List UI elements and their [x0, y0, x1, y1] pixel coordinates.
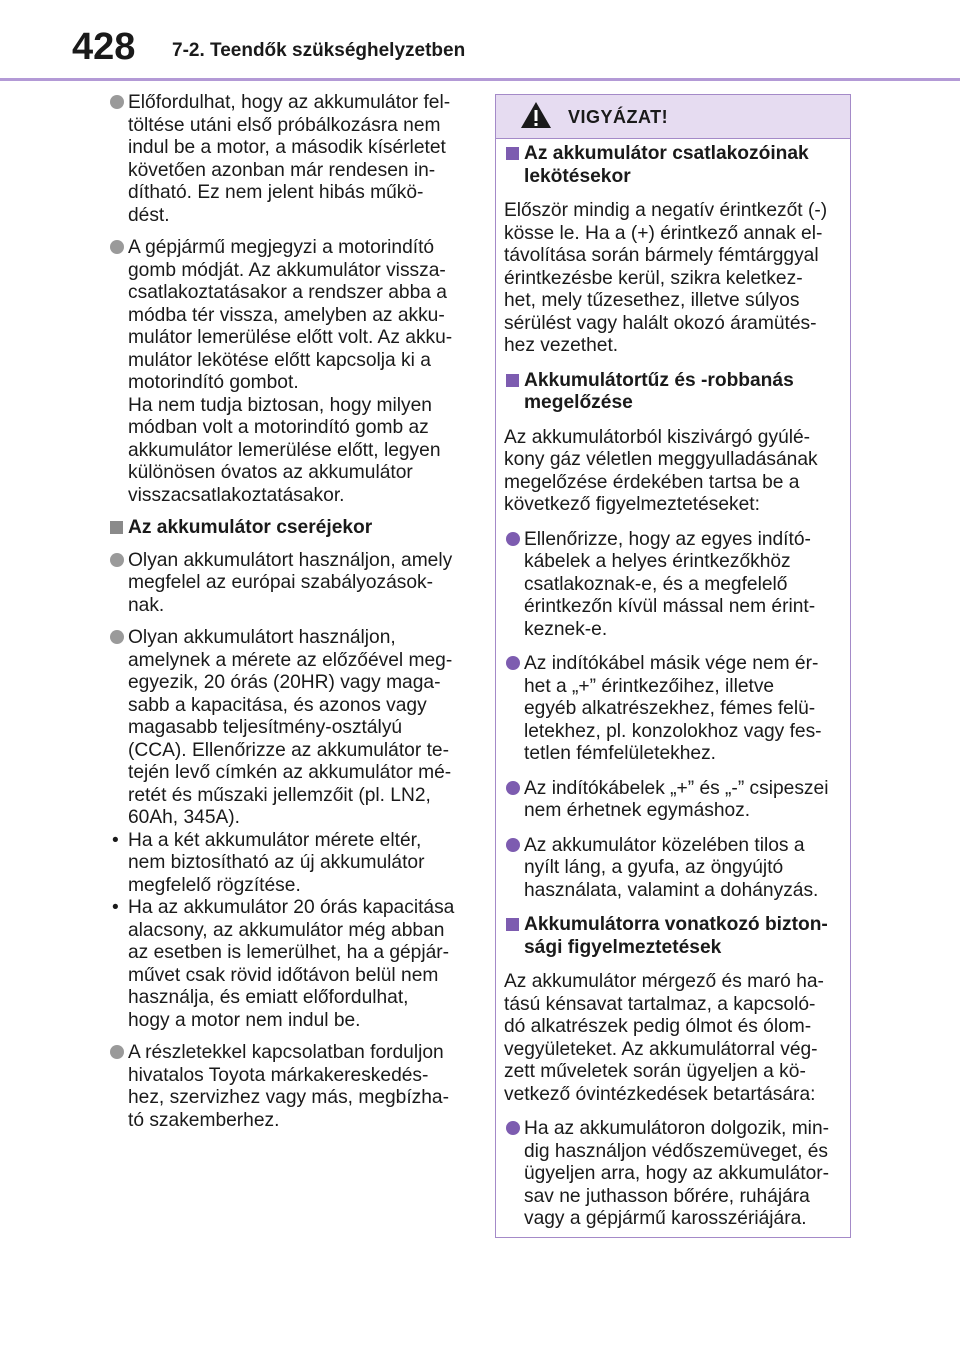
text-line: Olyan akkumulátort használjon, amely — [128, 549, 453, 571]
text-line: Az akkumulátor csatlakozóinak — [524, 143, 809, 164]
text-line: dést. — [128, 204, 170, 226]
sub-bullet: • — [112, 829, 119, 851]
warning-header — [496, 95, 850, 139]
text-line: módba tér vissza, amelyben az akku- — [128, 304, 445, 326]
list-item — [108, 237, 468, 507]
text-line: érintkezésbe kerül, szikra keletkez- — [504, 267, 803, 289]
text-line: sabb a kapacitása, és azonos vagy — [128, 694, 427, 716]
page-header — [0, 0, 960, 80]
text-line: het a „+” érintkezőihez, illetve — [524, 675, 775, 697]
text-line: Az indítókábel másik vége nem ér- — [524, 653, 819, 674]
text-line: kösse le. Ha a (+) érintkező annak el- — [504, 222, 823, 244]
bullet-circle-icon — [110, 240, 124, 254]
text-line: Előfordulhat, hogy az akkumulátor fel- — [128, 92, 451, 113]
text-line: dig használjon védőszemüveget, és — [524, 1140, 828, 1162]
text-line: hez, szervizhez vagy más, megbízha- — [128, 1087, 449, 1108]
text-line: egyezik, 20 órás (20HR) vagy maga- — [128, 672, 441, 693]
text-line: nak. — [128, 594, 165, 616]
text-line: Akkumulátorra vonatkozó bizton- — [524, 914, 828, 935]
text-line: nem biztosítható az új akkumulátor — [128, 852, 425, 873]
bullet-circle-icon — [506, 532, 520, 546]
text-line: amelynek a mérete az előzőével meg- — [128, 649, 453, 671]
text-line: megelőzése érdekében tartsa be a — [504, 471, 800, 493]
warning-heading — [504, 370, 840, 415]
text-line: kábelek a helyes érintkezőkhöz — [524, 551, 791, 572]
bullet-square-icon — [506, 147, 519, 160]
bullet-circle-icon — [506, 781, 520, 795]
text-line: ügyeljen arra, hogy az akkumulátor- — [524, 1163, 830, 1184]
bullet-circle-icon — [110, 1045, 124, 1059]
text-line: Ha nem tudja biztosan, hogy milyen — [128, 394, 432, 416]
text-line: Akkumulátortűz és -robbanás — [524, 369, 794, 391]
text-line: het, mely tűzesethez, illetve súlyos — [504, 290, 800, 311]
bullet-circle-icon — [110, 95, 124, 109]
text-line: sav ne juthasson bőrére, ruhájára — [524, 1185, 810, 1207]
text-line: Az akkumulátorból kiszivárgó gyúlé- — [504, 426, 811, 448]
list-item — [504, 529, 840, 642]
text-line: tású kénsavat tartalmaz, a kapcsoló- — [504, 993, 816, 1015]
bullet-circle-icon — [110, 553, 124, 567]
bullet-square-icon — [506, 918, 519, 931]
text-line: magasabb teljesítmény-osztályú — [128, 717, 403, 738]
text-line: érintkezőn kívül mással nem érint- — [524, 596, 816, 617]
text-line: hez vezethet. — [504, 335, 619, 356]
paragraph — [504, 427, 840, 517]
bullet-circle-icon — [110, 630, 124, 644]
section-title: 7-2. Teendők szükséghelyzetben — [172, 40, 466, 61]
sub-list-item — [108, 897, 468, 1032]
heading-text: Az akkumulátor cseréjekor — [128, 517, 373, 538]
text-line: csatlakoznak-e, és a megfelelő — [524, 573, 788, 595]
text-line: egyéb alkatrészekhez, fémes felü- — [524, 698, 816, 719]
warning-title: VIGYÁZAT! — [568, 107, 669, 127]
text-line: megelőzése — [524, 392, 633, 413]
bullet-square-icon — [110, 521, 123, 534]
text-line: csatlakoztatásakor a rendszer abba a — [128, 282, 447, 303]
text-line: motorindító gombot. — [128, 372, 299, 393]
text-line: kony gáz véletlen meggyulladásának — [504, 449, 818, 470]
text-line: akkumulátor lemerülése előtt, legyen — [128, 439, 441, 461]
text-line: Az akkumulátor közelében tilos a — [524, 834, 805, 856]
warning-heading — [504, 914, 840, 959]
text-line: távolítása során bármely fémtárggyal — [504, 245, 819, 266]
text-line: Olyan akkumulátort használjon, — [128, 627, 396, 648]
warning-triangle-icon — [520, 101, 552, 129]
list-item — [108, 627, 468, 1032]
text-line: Az indítókábelek „+” és „-” csipeszei — [524, 777, 829, 799]
text-line: következő figyelmeztetéseket: — [504, 494, 760, 515]
text-line: tó szakemberhez. — [128, 1109, 280, 1131]
text-line: alacsony, az akkumulátor még abban — [128, 919, 445, 941]
text-line: használja, és emiatt előfordulhat, — [128, 987, 409, 1008]
text-line: művet csak rövid időtávon belül nem — [128, 964, 439, 986]
text-line: különösen óvatos az akkumulátor — [128, 462, 413, 483]
list-item — [108, 1042, 468, 1132]
text-line: 60Ah, 345A). — [128, 807, 241, 828]
text-line: zett műveletek során ügyeljen a kö- — [504, 1061, 806, 1082]
text-line: hogy a motor nem indul be. — [128, 1009, 361, 1031]
text-line: (CCA). Ellenőrizze az akkumulátor te- — [128, 739, 449, 761]
text-line: hivatalos Toyota márkakereskedés- — [128, 1064, 429, 1086]
warning-heading — [504, 143, 840, 188]
bullet-circle-icon — [506, 838, 520, 852]
text-line: megfelel az európai szabályozások- — [128, 572, 434, 593]
warning-body — [504, 143, 840, 1243]
text-line: dó alkatrészek pedig ólmot és ólom- — [504, 1016, 812, 1037]
text-line: gomb módját. Az akkumulátor vissza- — [128, 259, 446, 281]
text-line: az esetben is lemerülhet, ha a gépjár- — [128, 942, 450, 963]
text-line: tején levő címkén az akkumulátor mé- — [128, 762, 452, 783]
text-line: használata, valamint a dohányzás. — [524, 879, 819, 901]
text-line: letekhez, pl. konzolokhoz vagy fes- — [524, 720, 822, 742]
sub-list-item — [108, 830, 468, 898]
list-item — [504, 1118, 840, 1231]
text-line: nem érhetnek egymáshoz. — [524, 800, 751, 821]
bullet-circle-icon — [506, 1121, 520, 1135]
list-item — [504, 778, 840, 823]
list-item — [108, 550, 468, 618]
bullet-square-icon — [506, 374, 519, 387]
left-column — [108, 92, 468, 1142]
paragraph — [504, 971, 840, 1106]
text-line: mulátor lemerülése előtt volt. Az akku- — [128, 327, 453, 348]
text-line: Ha az akkumulátor 20 órás kapacitása — [128, 897, 455, 918]
text-line: Ha a két akkumulátor mérete eltér, — [128, 829, 422, 851]
text-line: retét és műszaki jellemzőit (pl. LN2, — [128, 784, 431, 806]
text-line: visszacsatlakoztatásakor. — [128, 484, 345, 506]
text-line: töltése utáni első próbálkozásra nem — [128, 114, 441, 136]
text-line: lekötésekor — [524, 165, 631, 187]
list-item — [504, 835, 840, 903]
text-line: sági figyelmeztetések — [524, 936, 722, 958]
text-line: sérülést vagy halált okozó áramütés- — [504, 312, 817, 334]
text-line: Ha az akkumulátoron dolgozik, min- — [524, 1118, 830, 1139]
text-line: indul be a motor, a második kísérletet — [128, 137, 446, 158]
text-line: Az akkumulátor mérgező és maró ha- — [504, 971, 824, 992]
paragraph — [504, 200, 840, 358]
text-line: mulátor lekötése előtt kapcsolja ki a — [128, 349, 431, 371]
text-line: követően azonban már rendesen in- — [128, 159, 436, 181]
text-line: módban volt a motorindító gomb az — [128, 417, 429, 438]
text-line: nyílt láng, a gyufa, az öngyújtó — [524, 857, 784, 878]
warning-box — [495, 94, 851, 1238]
section-heading — [108, 517, 468, 540]
list-item — [504, 653, 840, 766]
text-line: vegyületeket. Az akkumulátorral vég- — [504, 1038, 818, 1060]
text-line: vetkező óvintézkedések betartására: — [504, 1083, 816, 1105]
page-number: 428 — [72, 26, 136, 68]
list-item — [108, 92, 468, 227]
text-line: Ellenőrizze, hogy az egyes indító- — [524, 528, 811, 550]
header-divider — [0, 78, 960, 81]
text-line: vagy a gépjármű karosszériájára. — [524, 1208, 807, 1229]
sub-bullet: • — [112, 897, 119, 918]
text-line: A részletekkel kapcsolatban forduljon — [128, 1042, 444, 1063]
bullet-circle-icon — [506, 656, 520, 670]
text-line: tetlen fémfelületekhez. — [524, 743, 716, 764]
text-line: Először mindig a negatív érintkezőt (-) — [504, 200, 828, 221]
text-line: keznek-e. — [524, 618, 608, 640]
text-line: megfelelő rögzítése. — [128, 874, 301, 896]
text-line: dítható. Ez nem jelent hibás műkö- — [128, 182, 424, 203]
text-line: A gépjármű megjegyzi a motorindító — [128, 237, 435, 258]
